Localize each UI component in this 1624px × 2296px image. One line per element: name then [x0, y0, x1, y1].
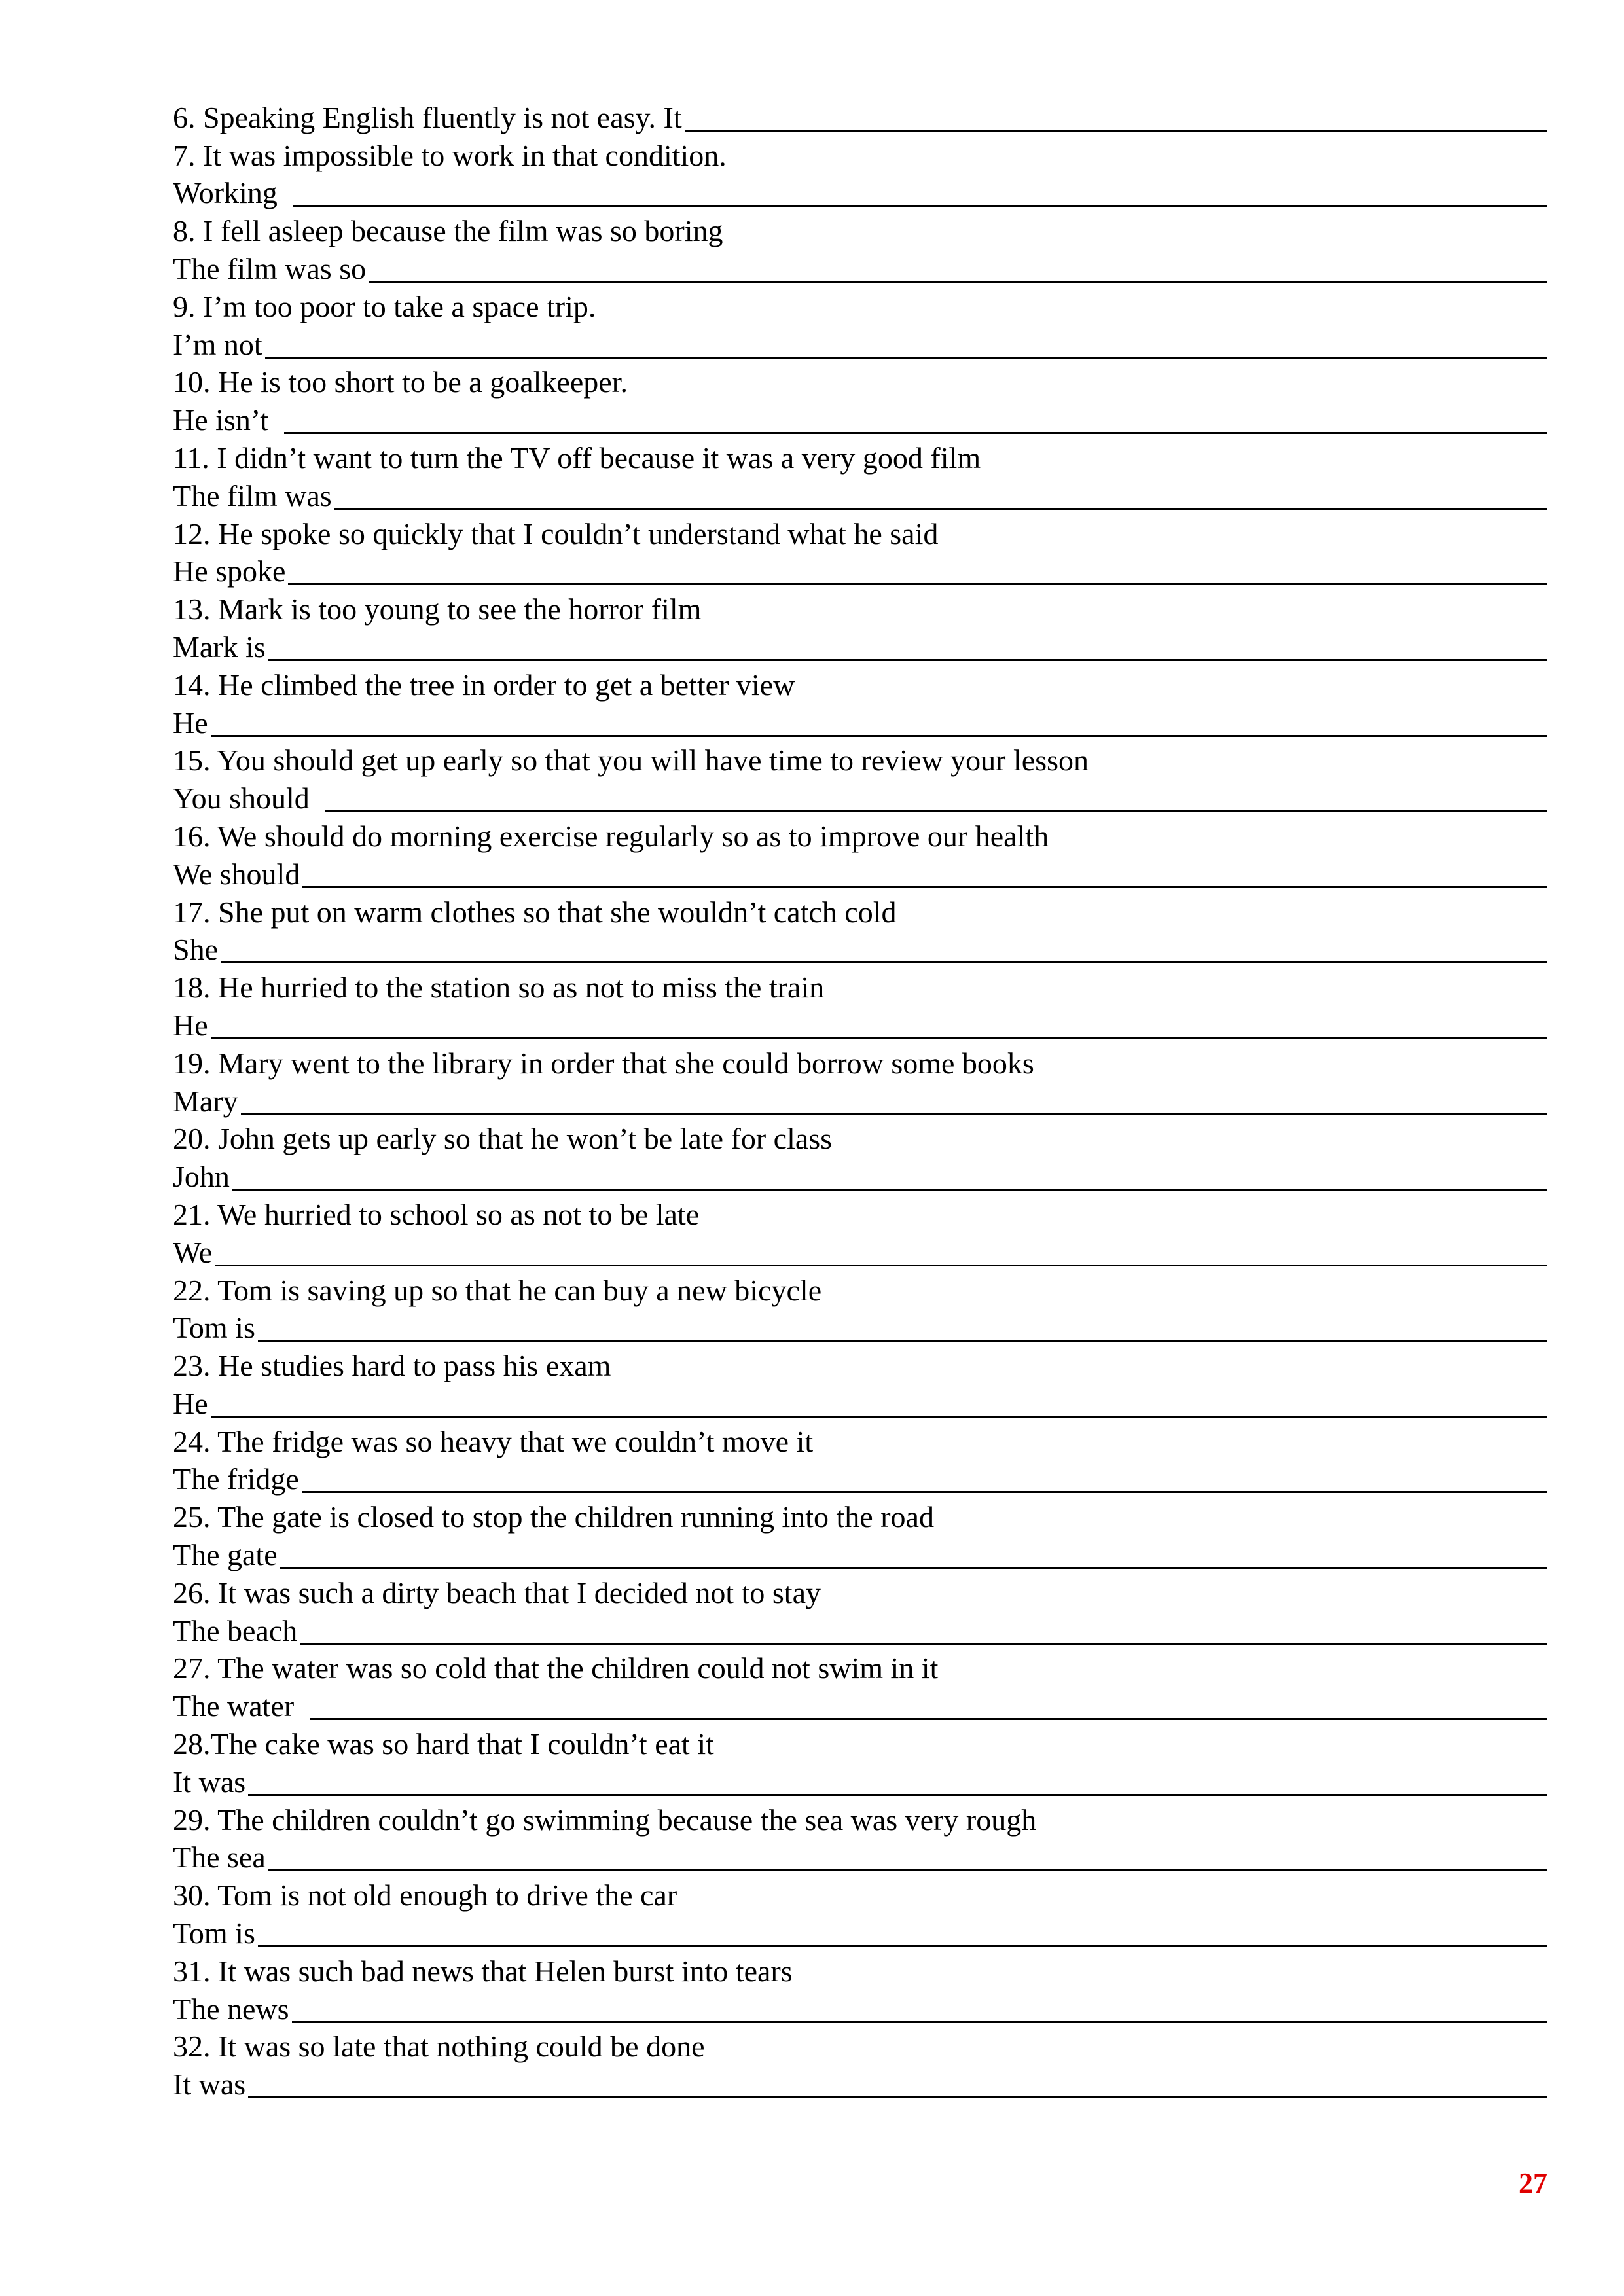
- sentence-text: 14. He climbed the tree in order to get a better view: [173, 668, 795, 702]
- sentence-text: 11. I didn’t want to turn the TV off because it was a very good film: [173, 440, 981, 475]
- page-number: 27: [1519, 2167, 1547, 2199]
- answer-prompt: I’m not: [173, 327, 262, 361]
- sentence-text: 8. I fell asleep because the film was so boring: [173, 214, 723, 248]
- sentence-text: 15. You should get up early so that you will have time to review your lesson: [173, 744, 1089, 778]
- answer-prompt: The water: [173, 1689, 295, 1723]
- answer-prompt: He isn’t: [173, 403, 269, 437]
- exercise-sentence: [173, 1724, 1547, 1762]
- answer-blank[interactable]: [334, 507, 1547, 510]
- answer-line: [173, 1762, 1547, 1800]
- sentence-text: 23. He studies hard to pass his exam: [173, 1349, 611, 1383]
- answer-line: [173, 1157, 1547, 1194]
- exercise-sentence: [173, 1422, 1547, 1460]
- sentence-text: 17. She put on warm clothes so that she wouldn’t catch cold: [173, 895, 897, 929]
- answer-line: [173, 249, 1547, 287]
- answer-line: [173, 400, 1547, 438]
- exercise-sentence: [173, 1119, 1547, 1157]
- exercise-sentence: [173, 2027, 1547, 2065]
- answer-line: [173, 1081, 1547, 1119]
- sentence-text: 12. He spoke so quickly that I couldn’t understand what he said: [173, 516, 939, 550]
- answer-line: [173, 778, 1547, 816]
- answer-prompt: It was: [173, 2068, 246, 2102]
- answer-line: [173, 173, 1547, 211]
- answer-line: [173, 703, 1547, 741]
- sentence-text: 20. John gets up early so that he won’t be late for class: [173, 1122, 833, 1156]
- answer-line: [173, 1535, 1547, 1573]
- answer-blank[interactable]: [265, 356, 1547, 359]
- exercise-sentence: [173, 211, 1547, 249]
- answer-prompt: It was: [173, 1765, 246, 1799]
- answer-line: [173, 1913, 1547, 1951]
- exercise-sentence: [173, 967, 1547, 1005]
- answer-prompt: We should: [173, 857, 300, 891]
- exercise-sentence: [173, 1270, 1547, 1308]
- sentence-text: 18. He hurried to the station so as not to miss the train: [173, 971, 825, 1005]
- exercise-sentence: [173, 514, 1547, 552]
- answer-line: [173, 1686, 1547, 1724]
- answer-prompt: She: [173, 933, 218, 967]
- answer-blank[interactable]: [215, 1264, 1547, 1266]
- answer-blank[interactable]: [685, 129, 1547, 132]
- sentence-text: 21. We hurried to school so as not to be late: [173, 1197, 700, 1231]
- answer-line: [173, 1308, 1547, 1346]
- answer-blank[interactable]: [258, 1339, 1547, 1342]
- answer-blank[interactable]: [300, 1642, 1547, 1645]
- sentence-text: 27. The water was so cold that the children could not swim in it: [173, 1651, 939, 1685]
- exercise-sentence: [173, 1497, 1547, 1535]
- answer-prompt: He: [173, 1008, 208, 1042]
- answer-blank[interactable]: [232, 1188, 1547, 1191]
- sentence-text: 24. The fridge was so heavy that we couldn’t move it: [173, 1424, 814, 1458]
- exercise-sentence: [173, 1194, 1547, 1232]
- exercise-item-6: [173, 98, 1547, 135]
- answer-line: [173, 325, 1547, 363]
- sentence-text: 28.The cake was so hard that I couldn’t eat it: [173, 1727, 714, 1761]
- answer-blank[interactable]: [293, 204, 1547, 207]
- sentence-text: 25. The gate is closed to stop the children running into the road: [173, 1500, 934, 1534]
- answer-blank[interactable]: [369, 280, 1547, 283]
- answer-blank[interactable]: [248, 1793, 1547, 1796]
- sentence-text: 16. We should do morning exercise regularly so as to improve our health: [173, 819, 1049, 853]
- answer-line: [173, 930, 1547, 968]
- answer-prompt: Mark is: [173, 630, 266, 664]
- answer-line: [173, 1460, 1547, 1498]
- exercise-list: [173, 98, 1547, 2102]
- sentence-text: 31. It was such bad news that Helen burst into tears: [173, 1954, 793, 1988]
- exercise-sentence: [173, 1875, 1547, 1913]
- answer-prompt: He spoke: [173, 554, 286, 588]
- answer-blank[interactable]: [284, 431, 1547, 434]
- answer-prompt: The film was so: [173, 251, 367, 285]
- answer-line: [173, 627, 1547, 665]
- answer-line: [173, 1232, 1547, 1270]
- answer-line: [173, 476, 1547, 514]
- answer-line: [173, 1005, 1547, 1043]
- answer-prompt: We: [173, 1235, 213, 1269]
- sentence-text: 29. The children couldn’t go swimming because the sea was very rough: [173, 1803, 1037, 1837]
- answer-prompt: He: [173, 706, 208, 740]
- answer-blank[interactable]: [302, 886, 1547, 888]
- sentence-text: 13. Mark is too young to see the horror film: [173, 592, 702, 626]
- sentence-text: 9. I’m too poor to take a space trip.: [173, 289, 596, 323]
- answer-prompt: Tom is: [173, 1311, 255, 1345]
- exercise-sentence: [173, 1043, 1547, 1081]
- sentence-text: 19. Mary went to the library in order that she could borrow some books: [173, 1046, 1034, 1080]
- answer-prompt: The news: [173, 1992, 289, 2026]
- answer-blank[interactable]: [248, 2096, 1547, 2098]
- answer-line: [173, 854, 1547, 892]
- answer-line: [173, 552, 1547, 590]
- answer-line: [173, 1838, 1547, 1876]
- answer-prompt: Tom is: [173, 1916, 255, 1950]
- sentence-text: 7. It was impossible to work in that condition.: [173, 138, 727, 172]
- answer-prompt: The gate: [173, 1538, 278, 1572]
- answer-blank[interactable]: [325, 810, 1547, 812]
- answer-blank[interactable]: [280, 1566, 1547, 1569]
- exercise-sentence: [173, 287, 1547, 325]
- answer-prompt: Working: [173, 176, 278, 210]
- exercise-sentence: [173, 135, 1547, 173]
- answer-prompt: The film was: [173, 478, 332, 512]
- answer-prompt: You should: [173, 781, 310, 816]
- answer-line: [173, 1611, 1547, 1649]
- answer-prompt: He: [173, 1386, 208, 1420]
- answer-prompt: Mary: [173, 1084, 238, 1118]
- exercise-sentence: 6. Speaking English fluently is not easy. It: [173, 100, 682, 134]
- exercise-sentence: [173, 1951, 1547, 1989]
- exercise-sentence: [173, 741, 1547, 779]
- sentence-text: 26. It was such a dirty beach that I decided not to stay: [173, 1575, 821, 1609]
- answer-line: [173, 1989, 1547, 2027]
- exercise-sentence: [173, 665, 1547, 703]
- answer-blank[interactable]: [258, 1945, 1547, 1947]
- answer-prompt: The beach: [173, 1613, 298, 1647]
- exercise-sentence: [173, 1649, 1547, 1687]
- answer-blank[interactable]: [221, 961, 1547, 963]
- answer-prompt: The sea: [173, 1840, 266, 1874]
- answer-blank[interactable]: [268, 658, 1547, 661]
- answer-blank[interactable]: [241, 1113, 1547, 1115]
- answer-line: [173, 2064, 1547, 2102]
- answer-blank[interactable]: [211, 1415, 1547, 1418]
- answer-blank[interactable]: [302, 1490, 1547, 1493]
- exercise-sentence: [173, 1346, 1547, 1384]
- sentence-text: 32. It was so late that nothing could be done: [173, 2030, 705, 2064]
- exercise-sentence: [173, 1573, 1547, 1611]
- answer-blank[interactable]: [211, 1037, 1547, 1039]
- answer-blank[interactable]: [288, 583, 1547, 585]
- answer-line: [173, 1384, 1547, 1422]
- answer-prompt: John: [173, 1160, 230, 1194]
- exercise-sentence: [173, 892, 1547, 930]
- sentence-text: 22. Tom is saving up so that he can buy a new bicycle: [173, 1273, 822, 1307]
- exercise-sentence: [173, 589, 1547, 627]
- sentence-text: 10. He is too short to be a goalkeeper.: [173, 365, 628, 399]
- answer-blank[interactable]: [268, 1869, 1547, 1871]
- exercise-sentence: [173, 438, 1547, 476]
- exercise-sentence: [173, 1800, 1547, 1838]
- answer-blank[interactable]: [211, 734, 1547, 737]
- exercise-sentence: [173, 363, 1547, 401]
- exercise-sentence: [173, 816, 1547, 854]
- sentence-text: 30. Tom is not old enough to drive the car: [173, 1878, 677, 1912]
- answer-blank[interactable]: [292, 2020, 1547, 2023]
- answer-blank[interactable]: [310, 1717, 1547, 1720]
- answer-prompt: The fridge: [173, 1462, 299, 1496]
